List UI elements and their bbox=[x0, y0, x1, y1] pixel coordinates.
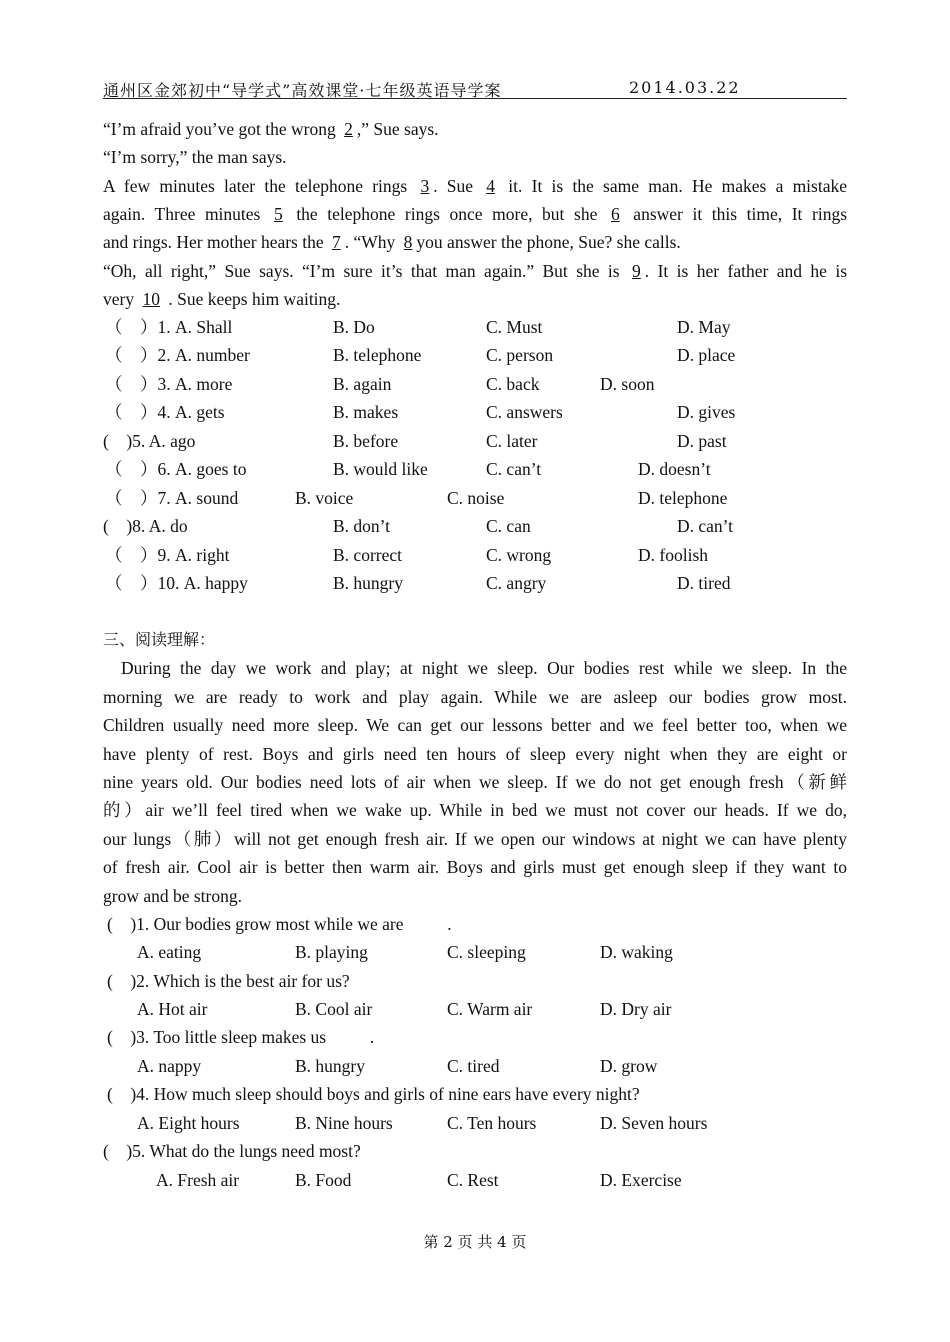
reading-line: Children usually need more sleep. We can get our lessons better and we feel better too, when we bbox=[103, 715, 847, 735]
option-c: C. noise bbox=[447, 488, 505, 508]
option-c: C. wrong bbox=[486, 545, 552, 565]
option-a: A. nappy bbox=[137, 1056, 202, 1076]
question-stem: ( )5. What do the lungs need most? bbox=[103, 1141, 361, 1161]
question-number: （ ）4. A. gets bbox=[105, 402, 225, 422]
reading-line: nine years old. Our bodies need lots of air when we sleep. If we do not get enough fresh（新鲜 bbox=[103, 772, 847, 792]
option-b: B. Do bbox=[333, 317, 375, 337]
header-date: 2014.03.22 bbox=[629, 78, 741, 97]
question-stem: ( )3. Too little sleep makes us . bbox=[107, 1027, 375, 1047]
reading-line: our lungs（肺）will not get enough fresh air. If we open our windows at night we can have plenty bbox=[103, 829, 847, 849]
option-c: C. later bbox=[486, 431, 538, 451]
option-c: C. Ten hours bbox=[447, 1113, 537, 1133]
option-a: A. Hot air bbox=[137, 999, 208, 1019]
option-d: D. Dry air bbox=[600, 999, 672, 1019]
option-d: D. tired bbox=[677, 573, 731, 593]
question-number: （ ）1. A. Shall bbox=[105, 317, 233, 337]
blank-9: 9 bbox=[632, 261, 641, 281]
cloze-para-line: again. Three minutes 5 the telephone rings once more, but she 6 answer it this time, It rings bbox=[103, 204, 848, 224]
option-b: B. hungry bbox=[333, 573, 403, 593]
option-b: B. would like bbox=[333, 459, 428, 479]
option-d: D. foolish bbox=[638, 545, 708, 565]
cloze-para-line: and rings. Her mother hears the 7 . “Why 8 you answer the phone, Sue? she calls. bbox=[103, 232, 681, 252]
option-a: A. eating bbox=[137, 942, 202, 962]
option-d: D. Exercise bbox=[600, 1170, 682, 1190]
option-c: C. Warm air bbox=[447, 999, 533, 1019]
option-b: B. hungry bbox=[295, 1056, 365, 1076]
blank-2: 2 bbox=[344, 119, 353, 139]
reading-line: grow and be strong. bbox=[103, 886, 243, 906]
reading-line: of fresh air. Cool air is better then warm air. Boys and girls must get enough sleep if they want to bbox=[103, 857, 847, 877]
option-d: D. place bbox=[677, 345, 736, 365]
cloze-para-line: very 10 . Sue keeps him waiting. bbox=[103, 289, 341, 309]
blank-6: 6 bbox=[610, 204, 620, 224]
question-stem: ( )2. Which is the best air for us? bbox=[107, 971, 350, 991]
option-d: D. Seven hours bbox=[600, 1113, 708, 1133]
question-number: ( )8. A. do bbox=[103, 516, 188, 536]
cloze-para-line: A few minutes later the telephone rings 3 . Sue 4 it. It is the same man. He makes a mistake bbox=[103, 176, 847, 196]
option-d: D. May bbox=[677, 317, 731, 337]
header-title: 通州区金郊初中“导学式”高效课堂·七年级英语导学案 bbox=[103, 81, 502, 100]
option-b: B. makes bbox=[333, 402, 399, 422]
cloze-text: ,” Sue says. bbox=[356, 119, 439, 139]
option-b: B. again bbox=[333, 374, 392, 394]
option-c: C. can bbox=[486, 516, 531, 536]
option-c: C. back bbox=[486, 374, 540, 394]
question-stem: ( )1. Our bodies grow most while we are . bbox=[107, 914, 452, 934]
option-b: B. Food bbox=[295, 1170, 352, 1190]
option-b: B. voice bbox=[295, 488, 354, 508]
option-b: B. Nine hours bbox=[295, 1113, 393, 1133]
option-c: C. angry bbox=[486, 573, 547, 593]
option-d: D. grow bbox=[600, 1056, 658, 1076]
option-c: C. person bbox=[486, 345, 554, 365]
option-b: B. don’t bbox=[333, 516, 391, 536]
option-c: C. sleeping bbox=[447, 942, 526, 962]
question-number: （ ）9. A. right bbox=[105, 545, 230, 565]
option-c: C. tired bbox=[447, 1056, 500, 1076]
option-d: D. waking bbox=[600, 942, 673, 962]
blank-8: 8 bbox=[403, 232, 413, 252]
blank-10: 10 bbox=[142, 289, 160, 309]
option-a: A. Eight hours bbox=[137, 1113, 240, 1133]
option-d: D. telephone bbox=[638, 488, 728, 508]
option-c: C. can’t bbox=[486, 459, 542, 479]
cloze-para-line: “Oh, all right,” Sue says. “I’m sure it’s that man again.” But she is 9 . It is her father and he is bbox=[103, 261, 848, 281]
cloze-text: “I’m afraid you’ve got the wrong bbox=[103, 119, 341, 139]
blank-7: 7 bbox=[332, 232, 341, 252]
page-footer: 第 2 页 共 4 页 bbox=[423, 1233, 527, 1251]
option-b: B. correct bbox=[333, 545, 402, 565]
option-d: D. doesn’t bbox=[638, 459, 711, 479]
reading-line: have plenty of rest. Boys and girls need ten hours of sleep every night when they are eight or bbox=[103, 744, 847, 764]
question-number: （ ）10. A. happy bbox=[105, 573, 248, 593]
option-c: C. Must bbox=[486, 317, 543, 337]
question-number: （ ）7. A. sound bbox=[105, 488, 239, 508]
page-header bbox=[103, 78, 847, 99]
option-d: D. past bbox=[677, 431, 727, 451]
reading-line: During the day we work and play; at night we sleep. Our bodies rest while we sleep. In the bbox=[121, 658, 847, 678]
reading-line: morning we are ready to work and play again. While we are asleep our bodies grow most. bbox=[103, 687, 847, 707]
cloze-line-1 bbox=[103, 115, 847, 143]
option-d: D. can’t bbox=[677, 516, 734, 536]
reading-line: 的）air we’ll feel tired when we wake up. While in bed we must not cover our heads. If we do, bbox=[103, 800, 847, 820]
option-b: B. Cool air bbox=[295, 999, 373, 1019]
cloze-line-2: “I’m sorry,” the man says. bbox=[103, 147, 287, 167]
option-a: A. Fresh air bbox=[156, 1170, 240, 1190]
option-b: B. playing bbox=[295, 942, 368, 962]
option-c: C. Rest bbox=[447, 1170, 499, 1190]
blank-3: 3 bbox=[420, 176, 430, 196]
option-d: D. soon bbox=[600, 374, 655, 394]
blank-4: 4 bbox=[486, 176, 496, 196]
option-b: B. before bbox=[333, 431, 399, 451]
option-c: C. answers bbox=[486, 402, 563, 422]
option-d: D. gives bbox=[677, 402, 736, 422]
question-number: （ ）6. A. goes to bbox=[105, 459, 247, 479]
question-number: （ ）2. A. number bbox=[105, 345, 250, 365]
option-b: B. telephone bbox=[333, 345, 422, 365]
question-number: ( )5. A. ago bbox=[103, 431, 196, 451]
section-heading: 三、阅读理解： bbox=[103, 630, 216, 649]
question-stem: ( )4. How much sleep should boys and girls of nine ears have every night? bbox=[107, 1084, 640, 1104]
question-number: （ ）3. A. more bbox=[105, 374, 233, 394]
blank-5: 5 bbox=[273, 204, 283, 224]
